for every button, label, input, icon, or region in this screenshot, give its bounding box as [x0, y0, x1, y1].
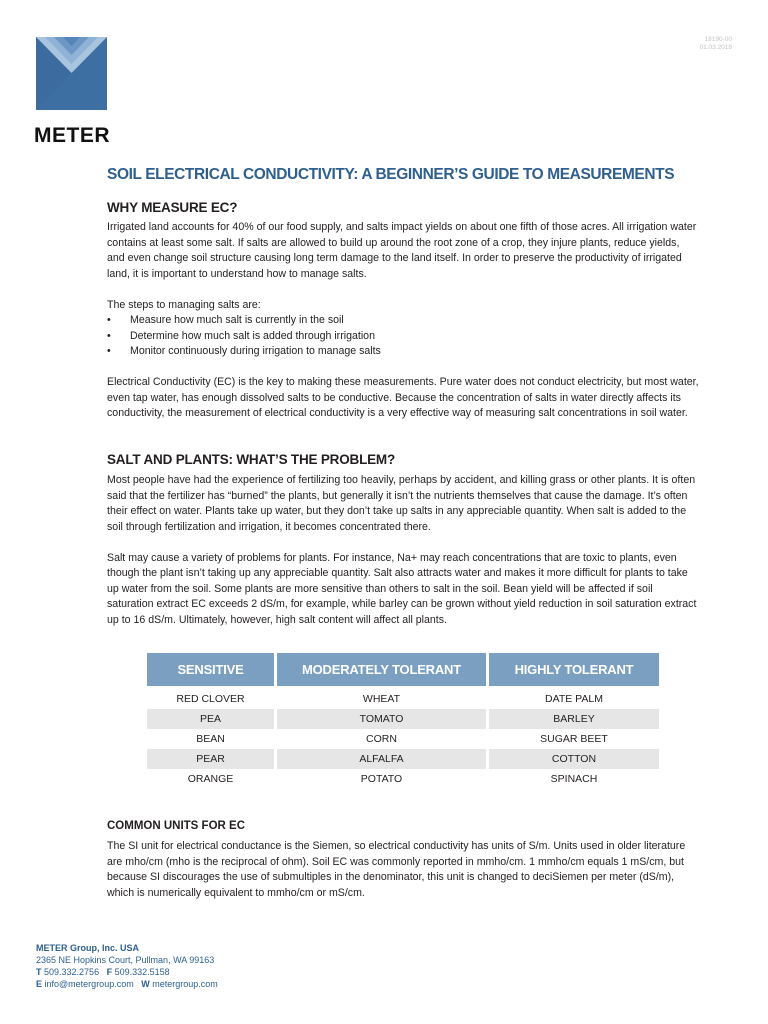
phone-fax-line [36, 966, 218, 978]
salt-tolerance-table [144, 653, 662, 789]
page-title: SOIL ELECTRICAL CONDUCTIVITY: A BEGINNER’S GUIDE TO MEASUREMENTS [107, 166, 675, 183]
steps-list [107, 313, 699, 360]
table-cell: WHEAT [362, 693, 401, 705]
table-cell: CORN [366, 733, 397, 745]
table-header-row [147, 653, 659, 686]
table-row [147, 729, 659, 749]
email-label: E [36, 979, 43, 989]
why-paragraph-1: Irrigated land accounts for 40% of our food supply, and salts impact yields on about one fifth of those acres. All irrigation water contains at least some salt. If salts are allowed to build up around the root zone of a crop, they injure plants, reduce yields, and even change soil structure causing long term damage to the land itself. In order to preserve the productivity of irrigated land, it is important to understand how to manage salts. [107, 221, 697, 280]
company-address: 2365 NE Hopkins Court, Pullman, WA 99163 [36, 955, 215, 965]
table-cell: RED CLOVER [176, 693, 245, 705]
web-label: W [141, 979, 150, 989]
why-measure-body [107, 220, 699, 422]
steps-intro: The steps to managing salts are: [107, 298, 261, 311]
doc-date: 01.03.2018 [699, 44, 732, 51]
table-cell: PEAR [147, 749, 274, 769]
why-paragraph-2: Electrical Conductivity (EC) is the key to making these measurements. Pure water does not conduct electricity, but most water, even tap water, has enough dissolved salts to be conductive. Because the concentration of salts in water directly affects its conductivity, the measurement of electrical conductivity is a very effective way of measuring salt concentrations in soil water. [107, 376, 699, 419]
salt-body [107, 473, 699, 628]
list-item: • Determine how much salt is added through irrigation [107, 329, 699, 345]
email-web-line [36, 978, 218, 990]
list-item: • Monitor continuously during irrigation to manage salts [107, 344, 699, 360]
company-name: METER Group, Inc. USA [36, 943, 140, 953]
table-cell: COTTON [489, 749, 659, 769]
salt-paragraph-1: Most people have had the experience of fertilizing too heavily, perhaps by accident, and killing grass or other plants. It is often said that the fertilizer has “burned” the plants, but generally it isn’t the nutrients themselves that cause the damage. It’s often their effect on water. Plants take up water, but they don’t take up salts in any appreciable quantity. When salt is added to the soil through fertilization and irrigation, it becomes concentrated there. [107, 474, 696, 533]
table-cell: SUGAR BEET [540, 733, 608, 745]
footer-contact [36, 942, 218, 990]
units-paragraph-1: The SI unit for electrical conductance is the Siemen, so electrical conductivity has units of S/m. Units used in older literature are mho/cm (mho is the reciprocal of ohm). Soil EC was commonly reported in mmho/cm. 1 mmho/cm equals 1 mS/cm, but because SI discourages the use of submultiples in the denominator, this unit is changed to deciSiemen per meter (dS/m), which is numerically equivalent to mmho/cm or mS/cm. [107, 840, 686, 899]
header-moderately-tolerant: MODERATELY TOLERANT [277, 653, 486, 686]
table-row [147, 709, 659, 729]
fax-number: 509.332.5158 [114, 967, 170, 977]
table-cell: PEA [147, 709, 274, 729]
email-link[interactable]: info@metergroup.com [44, 979, 134, 989]
table-cell: SPINACH [550, 773, 598, 785]
logo-wordmark: METER [34, 124, 110, 147]
heading-common-units: COMMON UNITS FOR EC [107, 820, 245, 832]
table-cell: BEAN [196, 733, 225, 745]
table-row [147, 686, 659, 709]
table-cell: ALFALFA [277, 749, 486, 769]
table-row [147, 769, 659, 789]
meter-logo-icon [36, 37, 107, 110]
table-row [147, 749, 659, 769]
table-cell: BARLEY [489, 709, 659, 729]
heading-why-measure-ec: WHY MEASURE EC? [107, 200, 238, 215]
table-cell: TOMATO [277, 709, 486, 729]
units-body [107, 839, 699, 901]
heading-salt-and-plants: SALT AND PLANTS: WHAT’S THE PROBLEM? [107, 452, 396, 467]
list-item: • Measure how much salt is currently in the soil [107, 313, 699, 329]
header-highly-tolerant: HIGHLY TOLERANT [489, 653, 659, 686]
table-cell: ORANGE [187, 773, 234, 785]
document-id [699, 36, 732, 52]
phone-label: T [36, 967, 42, 977]
header-sensitive: SENSITIVE [147, 653, 274, 686]
website-link[interactable]: metergroup.com [152, 979, 218, 989]
doc-number: 18190-00 [704, 36, 732, 43]
table-cell: DATE PALM [545, 693, 603, 705]
fax-label: F [106, 967, 113, 977]
phone-number: 509.332.2756 [44, 967, 100, 977]
salt-paragraph-2: Salt may cause a variety of problems for plants. For instance, Na+ may reach concentrations that are toxic to plants, even though the plant isn’t taking up any appreciable quantity. Salt also attracts water and makes it more difficult for plants to take up water from the soil. Some plants are more sensitive than others to salt in the soil. Bean yield will be affected if soil saturation extract EC exceeds 2 dS/m, for example, while barley can be grown without yield reduction in soil saturation extract up to 16 dS/m. Ultimately, however, high salt content will affect all plants. [107, 551, 697, 626]
table-cell: POTATO [360, 773, 403, 785]
